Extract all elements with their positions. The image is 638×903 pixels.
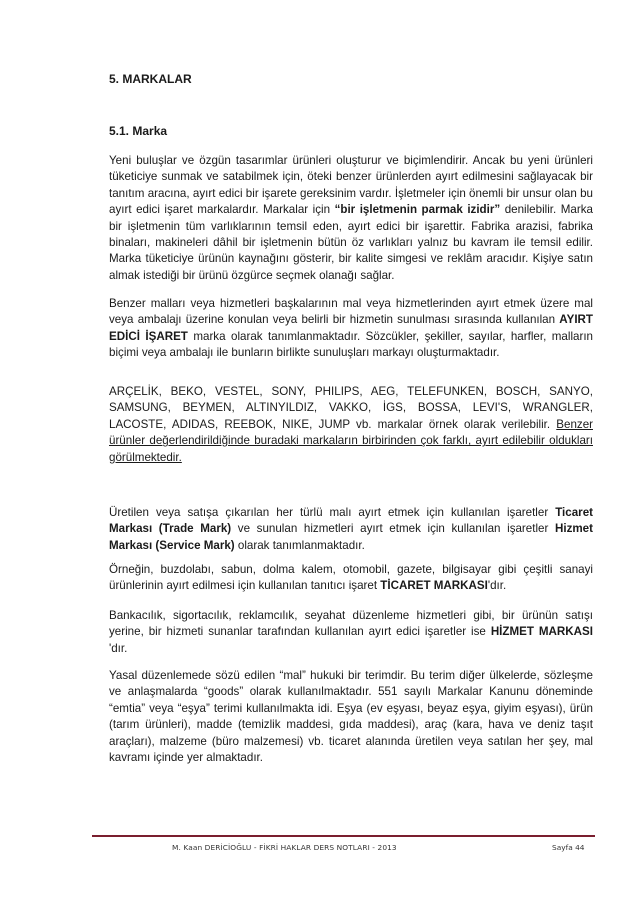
section-heading: 5. MARKALAR <box>109 72 192 86</box>
paragraph-text: 'dır. <box>109 641 128 655</box>
paragraph-text: denilebilir. Marka bir işletmenin tüm varlıklarının temsil eden, ayırt edici bir işarettir. Fabrika arazisi, fabrika binaları, makineleri dâhil bir işletmenin bütün öz varlıkları yalnız bu kavram ile temsil edilir. Marka tüketiciye ürünün kaynağını gösterir, bir kalite simgesi ve reklâm aracıdır. Kişiye satın almak istediği bir ürünü özgürce seçmek olanağı sağlar. <box>109 203 593 282</box>
footer-author-title: M. Kaan DERİCİOĞLU - FİKRİ HAKLAR DERS NOTLARI - 2013 <box>172 843 397 852</box>
paragraph-hizmet-markasi <box>109 608 593 657</box>
paragraph-marka-definition <box>109 153 593 284</box>
underlined-text: Benzer ürünler değerlendirildiğinde buradaki markaların birbirinden çok farklı, ayırt edilebilir oldukları görülmektedir. <box>109 417 593 464</box>
footer-divider <box>92 835 595 837</box>
emphasis-text: Ticaret Markası (Trade Mark) <box>109 506 593 536</box>
footer-page-number: Sayfa 44 <box>552 843 585 852</box>
paragraph-mal-terimi <box>109 668 593 766</box>
paragraph-text: Benzer malları veya hizmetleri başkalarının mal veya hizmetlerinden ayırt etmek üzere mal veya ambalajı üzerine konulan veya belirli bir hizmetin sunulması sırasında kullanılan <box>109 297 593 327</box>
paragraph-text: olarak tanımlanmaktadır. <box>234 538 365 552</box>
paragraph-text: ARÇELİK, BEKO, VESTEL, SONY, PHILIPS, AEG, TELEFUNKEN, BOSCH, SANYO, SAMSUNG, BEYMEN, ALTINYILDIZ, VAKKO, İGS, BOSSA, LEVI'S, WRANGLER, LACOSTE, ADIDAS, REEBOK, NIKE, JUMP vb. markalar örnek olarak verilebilir. <box>109 385 593 431</box>
paragraph-text: Üretilen veya satışa çıkarılan her türlü malı ayırt etmek için kullanılan işaretler <box>109 506 556 519</box>
emphasis-text: “bir işletmenin parmak izidir” <box>334 203 501 217</box>
paragraph-ayirt-edici-isaret <box>109 296 593 362</box>
emphasis-text: TİCARET MARKASI <box>380 579 488 593</box>
paragraph-text: Yasal düzenlemede sözü edilen “mal” hukuki bir terimdir. Bu terim diğer ülkelerde, sözleşme ve anlaşmalarda “goods” olarak kullanılmaktadır. 551 sayılı Markalar Kanunu döneminde “emtia” veya “eşya” terimi kullanılmakta idi. Eşya (ev eşyası, beyaz eşya, giyim eşyası), ürün (tarım ürünleri), madde (temizlik maddesi, gıda maddesi), araç (kara, hava ve deniz taşıt araçları), malzeme (büro malzemesi) vb. ticaret alanında üretilen veya satılan her şey, mal kavramı içinde yer almaktadır. <box>109 669 593 765</box>
subsection-heading: 5.1. Marka <box>109 124 168 138</box>
paragraph-text: ve sunulan hizmetleri ayırt etmek için kullanılan işaretler <box>231 522 555 536</box>
emphasis-text: HİZMET MARKASI <box>490 625 593 639</box>
paragraph-ticaret-markasi <box>109 562 593 595</box>
paragraph-brand-examples <box>109 384 593 466</box>
emphasis-text: AYIRT EDİCİ İŞARET <box>109 313 593 343</box>
emphasis-text: Hizmet Markası (Service Mark) <box>109 522 593 552</box>
paragraph-trade-service-mark <box>109 505 593 554</box>
paragraph-text: marka olarak tanımlanmaktadır. Sözcükler, şekiller, sayılar, harfler, malların biçimi veya ambalajı ile bunların birlikte sunuluşları markayı oluşturmaktadır. <box>109 329 593 360</box>
paragraph-text: Yeni buluşlar ve özgün tasarımlar ürünleri oluşturur ve biçimlendirir. Ancak bu yeni ürünleri tüketiciye sunmak ve satabilmek için, öteki benzer ürünlerden ayırt edilmesini sağlayacak bir tanıtım aracına, ayırt edici bir işarete gereksinim vardır. İşletmeler için önemli bir unsur olan bu ayırt edici işaret markalardır. Markalar için <box>109 154 593 217</box>
paragraph-text: Bankacılık, sigortacılık, reklamcılık, seyahat düzenleme hizmetleri gibi, bir ürünün satışı yerine, bir hizmeti sunanlar tarafından kullanılan ayırt edici işaretler ise <box>109 609 593 639</box>
paragraph-text: 'dır. <box>487 579 507 593</box>
paragraph-text: Örneğin, buzdolabı, sabun, dolma kalem, otomobil, gazete, bilgisayar gibi çeşitli sanayi ürünlerinin ayırt edilmesi için kullanılan tanıtıcı işaret <box>109 563 593 593</box>
